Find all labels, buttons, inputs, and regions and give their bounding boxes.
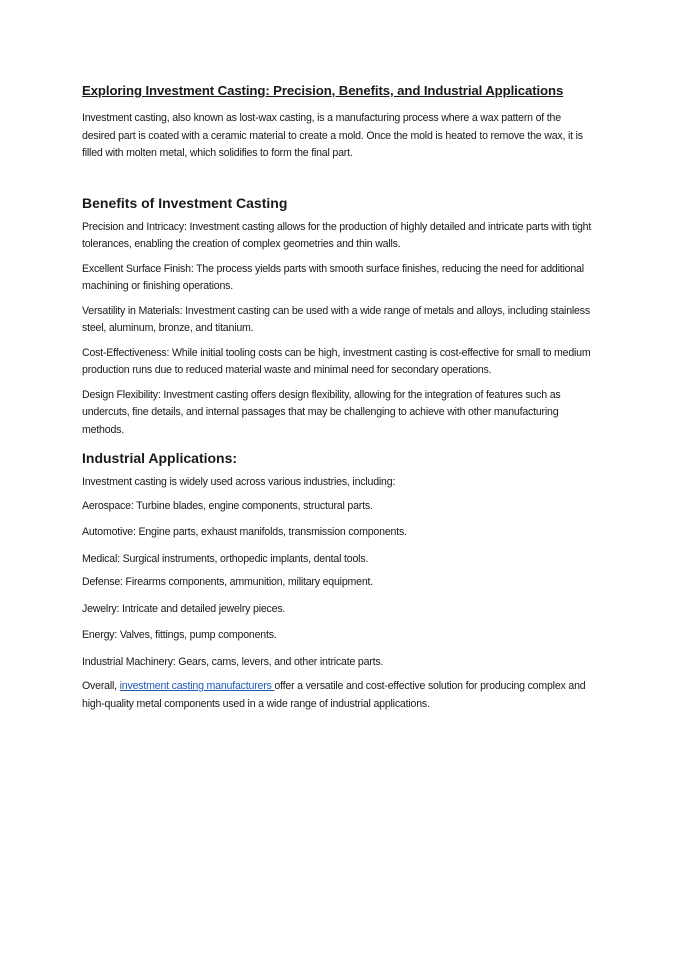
- closing-prefix: Overall,: [82, 680, 120, 692]
- application-industrial-machinery: Industrial Machinery: Gears, cams, levers, and other intricate parts.: [82, 655, 384, 668]
- benefit-materials: Versatility in Materials: Investment casting can be used with a wide range of metals and alloys, including stainless steel, aluminum, bronze, and titanium.: [82, 304, 590, 334]
- application-aerospace: Aerospace: Turbine blades, engine components, structural parts.: [82, 499, 373, 512]
- application-automotive: Automotive: Engine parts, exhaust manifolds, transmission components.: [82, 526, 407, 538]
- intro-paragraph: Investment casting, also known as lost-wax casting, is a manufacturing process where a wax pattern of the desired part is coated with a ceramic material to create a mold. Once the mold is heated to remove the wax, it is filled with molten metal, which solidifies to form the final part.: [82, 112, 583, 159]
- benefit-surface-finish: Excellent Surface Finish: The process yields parts with smooth surface finishes, reducing the need for additional machining or finishing operations.: [82, 262, 584, 292]
- closing-paragraph: [82, 678, 594, 713]
- document-title: Exploring Investment Casting: Precision, Benefits, and Industrial Applications: [82, 83, 564, 98]
- application-defense: Defense: Firearms components, ammunition, military equipment.: [82, 576, 374, 588]
- application-jewelry: Jewelry: Intricate and detailed jewelry pieces.: [82, 602, 286, 615]
- benefit-precision: Precision and Intricacy: Investment casting allows for the production of highly detailed and intricate parts with tight tolerances, enabling the creation of complex geometries and thin walls.: [82, 220, 592, 250]
- applications-heading: Industrial Applications:: [82, 450, 238, 466]
- benefit-design: Design Flexibility: Investment casting offers design flexibility, allowing for the integration of features such as undercuts, fine details, and internal passages that may be challenging to achieve with other manufacturing methods.: [82, 388, 561, 436]
- benefit-cost: Cost-Effectiveness: While initial tooling costs can be high, investment casting is cost-effective for small to medium production runs due to reduced material waste and minimal need for secondary operations.: [82, 346, 591, 376]
- closing-suffix: offer a versatile and cost-effective solution for producing complex and high-quality metal components used in a wide range of industrial applications.: [82, 680, 586, 710]
- application-medical: Medical: Surgical instruments, orthopedic implants, dental tools.: [82, 552, 369, 565]
- investment-casting-manufacturers-link[interactable]: investment casting manufacturers: [119, 680, 275, 692]
- applications-intro: Investment casting is widely used across various industries, including:: [82, 476, 396, 488]
- benefits-heading: Benefits of Investment Casting: [82, 194, 288, 211]
- document-body: [82, 82, 594, 713]
- application-energy: Energy: Valves, fittings, pump components.: [82, 629, 277, 641]
